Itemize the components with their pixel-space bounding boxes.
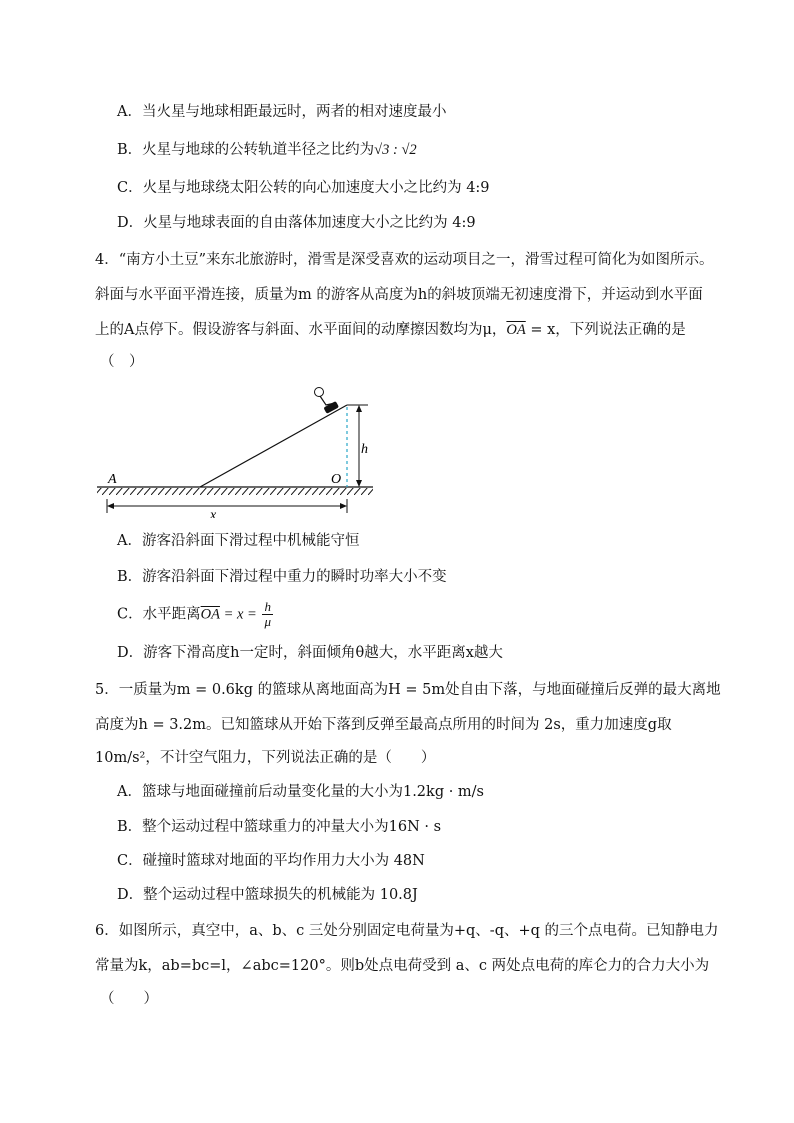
q3-option-b xyxy=(117,140,417,160)
label-h: h xyxy=(361,442,368,457)
q4-option-b: B．游客沿斜面下滑过程中重力的瞬时功率大小不变 xyxy=(117,569,447,585)
skier-sled xyxy=(323,401,339,414)
q4-stem-line3-b: = x，下列说法正确的是 xyxy=(525,322,686,338)
x-arrow-head-left xyxy=(107,503,114,509)
height-arrow-head-top xyxy=(356,405,362,412)
x-arrow-head-right xyxy=(340,503,347,509)
q4-option-a: A．游客沿斜面下滑过程中机械能守恒 xyxy=(117,533,360,549)
q4-stem-line3 xyxy=(95,320,686,340)
label-a: A xyxy=(108,472,117,487)
fraction-numerator: h xyxy=(262,600,273,615)
q5-option-b: B．整个运动过程中篮球重力的冲量大小为16N · s xyxy=(117,819,442,835)
q4-stem-line2: 斜面与水平面平滑连接，质量为m 的游客从高度为h的斜坡顶端无初速度滑下，并运动到水平面 xyxy=(95,287,703,303)
q6-stem-line2: 常量为k，ab=bc=l，∠abc=120°。则b处点电荷受到 a、c 两处点电荷的库仑力的合力大小为 xyxy=(95,958,710,974)
q5-option-d: D．整个运动过程中篮球损失的机械能为 10.8J xyxy=(117,887,418,903)
q4-oa-symbol: $\overline{OA}$ xyxy=(506,322,526,338)
fraction-denominator: μ xyxy=(264,614,271,629)
q4-option-c-oa: $\overline{OA}$ xyxy=(200,606,220,623)
q4-answer-paren: （ ） xyxy=(100,354,144,370)
ground-hatch xyxy=(97,488,373,495)
q5-stem-line3: 10m/s²，不计空气阻力，下列说法正确的是（ ） xyxy=(95,750,436,766)
q4-option-c-prefix: C．水平距离 xyxy=(117,606,201,623)
skier-head xyxy=(315,388,324,397)
q5-stem-line2: 高度为h = 3.2m。已知篮球从开始下落到反弹至最高点所用的时间为 2s，重力加速度g取 xyxy=(95,717,672,733)
slope-diagram xyxy=(95,383,385,518)
q5-option-a: A．篮球与地面碰撞前后动量变化量的大小为1.2kg · m/s xyxy=(117,784,485,800)
q4-option-c-eq: = x = xyxy=(219,606,261,623)
q4-option-c xyxy=(117,600,275,629)
label-o: O xyxy=(331,472,342,487)
height-arrow-head-bottom xyxy=(356,480,362,487)
q4-option-c-fraction xyxy=(262,600,273,629)
q4-stem-line1: 4．“南方小土豆”来东北旅游时，滑雪是深受喜欢的运动项目之一，滑雪过程可简化为如图所示。 xyxy=(95,252,714,268)
q5-option-c: C．碰撞时篮球对地面的平均作用力大小为 48N xyxy=(117,853,425,869)
q3-option-c: C．火星与地球绕太阳公转的向心加速度大小之比约为 4:9 xyxy=(117,180,490,196)
q3-option-b-text: B．火星与地球的公转轨道半径之比约为 xyxy=(117,142,375,158)
q3-option-b-ratio: √3 : √2 xyxy=(374,142,417,158)
slope-line xyxy=(200,405,347,487)
q3-option-d: D．火星与地球表面的自由落体加速度大小之比约为 4:9 xyxy=(117,215,476,231)
q4-stem-line3-a: 上的A点停下。假设游客与斜面、水平面间的动摩擦因数均为μ， xyxy=(95,322,507,338)
label-x: x xyxy=(210,508,217,518)
q5-stem-line1: 5．一质量为m = 0.6kg 的篮球从离地面高为H = 5m处自由下落，与地面碰撞后反弹的最大离地 xyxy=(95,682,721,698)
q6-stem-line1: 6．如图所示，真空中，a、b、c 三处分别固定电荷量为+q、-q、+q 的三个点电荷。已知静电力 xyxy=(95,923,719,939)
q3-option-a: A．当火星与地球相距最远时，两者的相对速度最小 xyxy=(117,104,447,120)
q6-answer-paren: （ ） xyxy=(100,991,158,1007)
q4-option-d: D．游客下滑高度h一定时，斜面倾角θ越大，水平距离x越大 xyxy=(117,645,503,661)
